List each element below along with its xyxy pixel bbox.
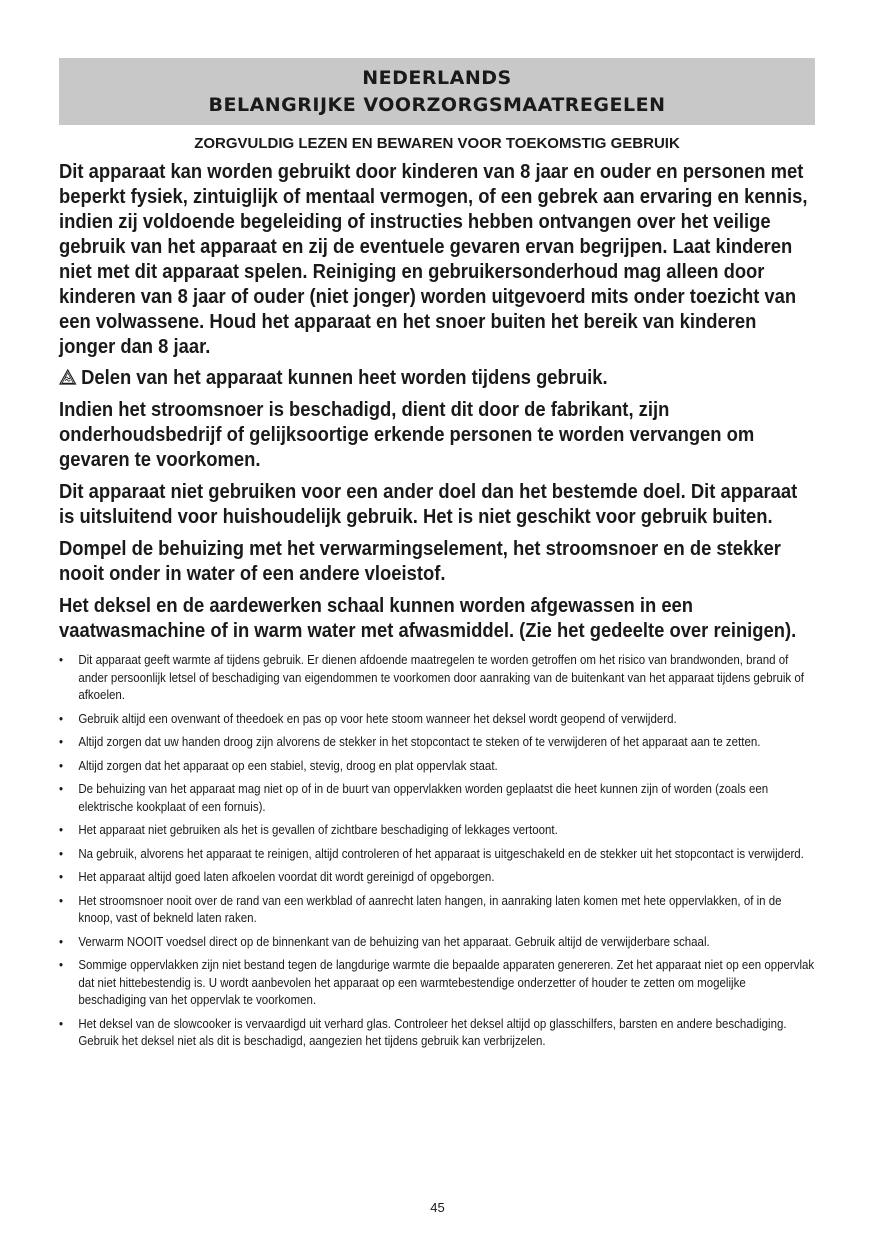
subheader: ZORGVULDIG LEZEN EN BEWAREN VOOR TOEKOMSTIG GEBRUIK (194, 135, 680, 152)
bullet-icon: • (59, 958, 64, 972)
bullet-icon: • (59, 823, 64, 837)
list-item: • De behuizing van het apparaat mag niet op of in de buurt van oppervlakken worden geplaatst die heet kunnen zijn of worden (zoals een elektrische kookplaat of een fornuis). (59, 782, 769, 814)
bullet-icon: • (59, 893, 64, 908)
list-item: • Na gebruik, alvorens het apparaat te reinigen, altijd controleren of het apparaat is uitgeschakeld en de stekker uit het stopcontact is verwijderd. (59, 846, 814, 864)
list-item: • Altijd zorgen dat uw handen droog zijn alvorens de stekker in het stopcontact te steken of te verwijderen of het apparaat aan te zetten. (59, 734, 814, 752)
bullet-icon: • (59, 1016, 64, 1031)
intro-paragraph: Dit apparaat kan worden gebruikt door kinderen van 8 jaar en ouder en personen met beperkt fysiek, zintuiglijk of mentaal vermogen, of een gebrek aan ervaring en kennis, indien zij voldoende begeleiding of instructies hebben ontvangen over het veilige gebruik van het apparaat en zij de eventuele gevaren ervan begrijpen. Laat kinderen niet met dit apparaat spelen. Reiniging en gebruikersonderhoud mag alleen door kinderen van 8 jaar of ouder (niet jonger) worden uitgevoerd mits onder toezicht van een volwassene. Houd het apparaat en het snoer buiten het bereik van kinderen jonger dan 8 jaar. (59, 161, 808, 358)
list-item: • Het stroomsnoer nooit over de rand van een werkblad of aanrecht laten hangen, in aanraking laten komen met hete oppervlakken, of in de knoop, vast of bekneld laten raken. (59, 893, 782, 925)
safety-bullet-list (59, 652, 815, 1051)
section-title: BELANGRIJKE VOORZORGSMAATREGELEN (208, 94, 666, 116)
intended-use-paragraph: Dit apparaat niet gebruiken voor een ander doel dan het bestemde doel. Dit apparaat is uitsluitend voor huishoudelijk gebruik. Het is niet geschikt voor gebruik buiten. (59, 481, 798, 528)
list-item: • Het apparaat altijd goed laten afkoelen voordat dit wordt gereinigd of opgeborgen. (59, 869, 814, 887)
manual-page (59, 58, 815, 1057)
list-item: • Het deksel van de slowcooker is vervaardigd uit verhard glas. Controleer het deksel altijd op glasschilfers, barsten en andere beschadiging. Gebruik het deksel niet als dit is beschadigd, aangezien het tijdens gebruik kan verbrijzelen. (59, 1016, 787, 1048)
bullet-icon: • (59, 758, 64, 773)
dishwasher-paragraph: Het deksel en de aardewerken schaal kunnen worden afgewassen in een vaatwasmachine of in warm water met afwasmiddel. (Zie het gedeelte over reinigen). (59, 595, 797, 642)
list-item: • Sommige oppervlakken zijn niet bestand tegen de langdurige warmte die bepaalde apparaten genereren. Zet het apparaat niet op een oppervlak dat niet hittebestendig is. U wordt aanbevolen het apparaat op een warmtebestendige onderzetter of houder te zetten om mogelijke beschadiging van het oppervlak te voorkomen. (59, 958, 815, 1007)
heat-warning (59, 366, 815, 391)
immersion-paragraph: Dompel de behuizing met het verwarmingselement, het stroomsnoer en de stekker nooit onder in water of een andere vloeistof. (59, 538, 781, 585)
cord-paragraph: Indien het stroomsnoer is beschadigd, dient dit door de fabrikant, zijn onderhoudsbedrijf of gelijksoortige erkende personen te worden vervangen om gevaren te voorkomen. (59, 399, 755, 471)
list-item: • Gebruik altijd een ovenwant of theedoek en pas op voor hete stoom wanneer het deksel wordt geopend of verwijderd. (59, 711, 814, 729)
bullet-icon: • (59, 711, 64, 726)
bullet-icon: • (59, 735, 64, 749)
warning-text: Delen van het apparaat kunnen heet worden tijdens gebruik. (81, 367, 608, 389)
language-heading: NEDERLANDS (362, 67, 512, 89)
page-number: 45 (430, 1200, 445, 1215)
list-item: • Het apparaat niet gebruiken als het is gevallen of zichtbare beschadiging of lekkages vertoont. (59, 822, 814, 840)
list-item: • Altijd zorgen dat het apparaat op een stabiel, stevig, droog en plat oppervlak staat. (59, 758, 814, 776)
bullet-icon: • (59, 934, 64, 949)
list-item: • Dit apparaat geeft warmte af tijdens gebruik. Er dienen afdoende maatregelen te worden getroffen om het risico van brandwonden, brand of ander persoonlijk letsel of beschadiging van eigendommen te voorkomen door aanraking van de buitenkant van het apparaat tijdens gebruik of afkoelen. (59, 653, 804, 702)
bullet-icon: • (59, 653, 64, 667)
warning-triangle-icon (59, 369, 76, 385)
header-band (59, 58, 815, 125)
bullet-icon: • (59, 870, 64, 884)
list-item: • Verwarm NOOIT voedsel direct op de binnenkant van de behuizing van het apparaat. Gebruik altijd de verwijderbare schaal. (59, 934, 814, 952)
bullet-icon: • (59, 782, 64, 796)
bullet-icon: • (59, 846, 64, 861)
